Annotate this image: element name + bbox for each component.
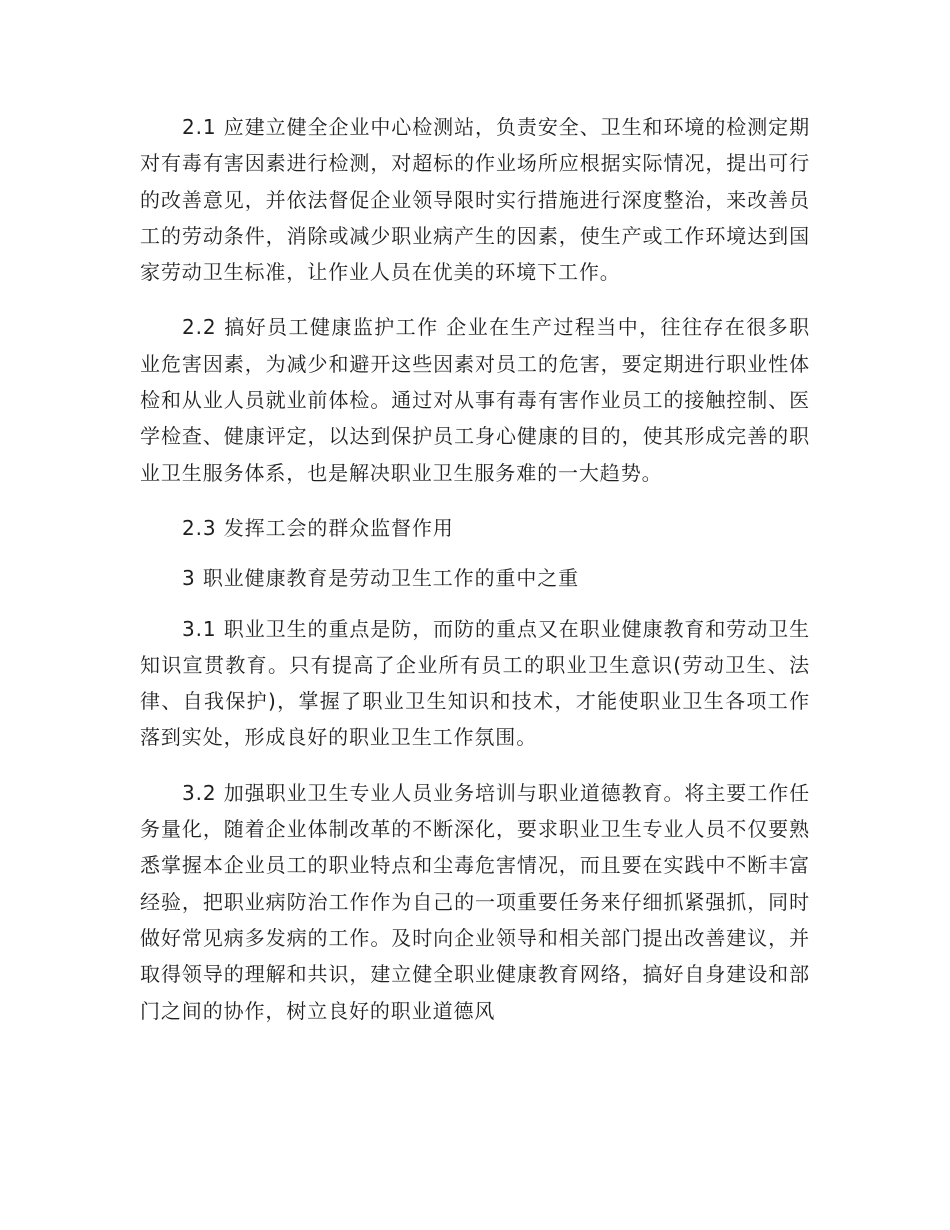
paragraph-2-3: 2.3 发挥工会的群众监督作用 xyxy=(182,515,454,540)
paragraph-3-1: 3.1 职业卫生的重点是防，而防的重点又在职业健康教育和劳动卫生知识宣贯教育。只有提高了企业所有员工的职业卫生意识(劳动卫生、法律、自我保护)，掌握了职业卫生知识和技术，才能使职业卫生各项工作落到实处，形成良好的职业卫生工作氛围。 xyxy=(140,616,810,750)
paragraph-2-2: 2.2 搞好员工健康监护工作 企业在生产过程当中，往往存在很多职业危害因素，为减少和避开这些因素对员工的危害，要定期进行职业性体检和从业人员就业前体检。通过对从事有毒有害作业员工的接触控制、医学检查、健康评定，以达到保护员工身心健康的目的，使其形成完善的职业卫生服务体系，也是解决职业卫生服务难的一大趋势。 xyxy=(140,315,810,485)
paragraph-3-2: 3.2 加强职业卫生专业人员业务培训与职业道德教育。将主要工作任务量化，随着企业体制改革的不断深化，要求职业卫生专业人员不仅要熟悉掌握本企业员工的职业特点和尘毒危害情况，而且要在实践中不断丰富经验，把职业病防治工作作为自己的一项重要任务来仔细抓紧强抓，同时做好常见病多发病的工作。及时向企业领导和相关部门提出改善建议，并取得领导的理解和共识，建立健全职业健康教育网络，搞好自身建设和部门之间的协作，树立良好的职业道德风 xyxy=(140,780,810,1023)
paragraph-2-1: 2.1 应建立健全企业中心检测站，负责安全、卫生和环境的检测定期对有毒有害因素进行检测，对超标的作业场所应根据实际情况，提出可行的改善意见，并依法督促企业领导限时实行措施进行深度整治，来改善员工的劳动条件，消除或减少职业病产生的因素，使生产或工作环境达到国家劳动卫生标准，让作业人员在优美的环境下工作。 xyxy=(140,115,810,285)
section-3-heading: 3 职业健康教育是劳动卫生工作的重中之重 xyxy=(182,566,580,591)
document-body xyxy=(140,109,810,1048)
